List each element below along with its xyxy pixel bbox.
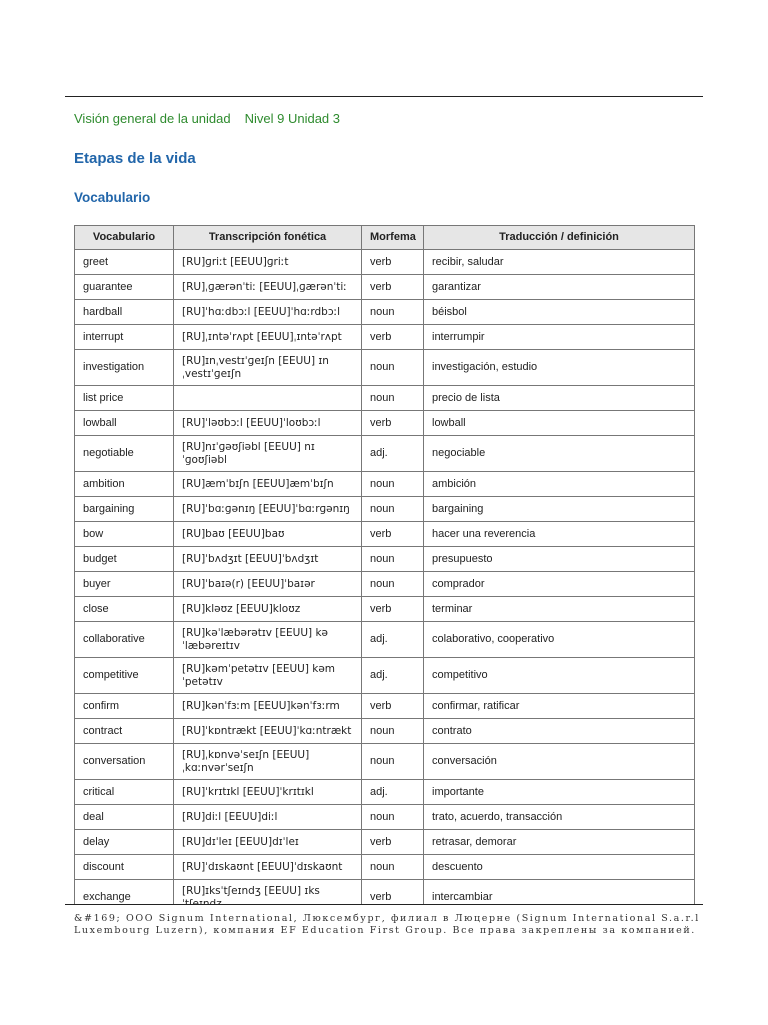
column-header-phonetic: Transcripción fonética <box>174 226 362 250</box>
translation-cell: confirmar, ratificar <box>424 694 695 719</box>
vocab-word-cell: hardball <box>75 300 174 325</box>
morpheme-cell: noun <box>362 472 424 497</box>
translation-cell: trato, acuerdo, transacción <box>424 805 695 830</box>
top-divider <box>65 96 703 97</box>
morpheme-cell: adj. <box>362 436 424 472</box>
table-row <box>75 350 695 386</box>
table-row <box>75 597 695 622</box>
phonetic-cell <box>174 386 362 411</box>
vocab-word-cell: contract <box>75 719 174 744</box>
morpheme-cell: noun <box>362 547 424 572</box>
table-body <box>75 250 695 941</box>
morpheme-cell: verb <box>362 694 424 719</box>
table-row <box>75 694 695 719</box>
translation-cell: descuento <box>424 855 695 880</box>
level-unit-label: Nivel 9 Unidad 3 <box>244 111 340 126</box>
translation-cell: garantizar <box>424 275 695 300</box>
vocab-word-cell: critical <box>75 780 174 805</box>
translation-cell: terminar <box>424 597 695 622</box>
vocab-word-cell: list price <box>75 386 174 411</box>
column-header-morpheme: Morfema <box>362 226 424 250</box>
morpheme-cell: verb <box>362 325 424 350</box>
vocab-word-cell: conversation <box>75 744 174 780</box>
table-row <box>75 719 695 744</box>
column-header-vocabulary: Vocabulario <box>75 226 174 250</box>
table-row <box>75 622 695 658</box>
phonetic-cell: [RU]ɪnˌvestɪˈɡeɪʃn [EEUU] ɪnˌvestɪˈɡeɪʃn <box>174 350 362 386</box>
vocab-word-cell: exchange <box>75 880 174 916</box>
table-row <box>75 275 695 300</box>
phonetic-cell: [RU]ˌɡærənˈtiː [EEUU]ˌɡærənˈtiː <box>174 275 362 300</box>
translation-cell: presupuesto <box>424 547 695 572</box>
morpheme-cell: noun <box>362 386 424 411</box>
copyright-footer <box>65 904 703 1025</box>
morpheme-cell: noun <box>362 572 424 597</box>
table-row <box>75 805 695 830</box>
overview-label: Visión general de la unidad <box>74 111 231 126</box>
table-row <box>75 411 695 436</box>
unit-title: Etapas de la vida <box>74 150 196 167</box>
phonetic-cell: [RU]ˈləʊbɔːl [EEUU]ˈloʊbɔːl <box>174 411 362 436</box>
morpheme-cell: verb <box>362 411 424 436</box>
vocab-word-cell: bow <box>75 522 174 547</box>
phonetic-cell: [RU]ˌkɒnvəˈseɪʃn [EEUU] ˌkɑːnvərˈseɪʃn <box>174 744 362 780</box>
morpheme-cell: adj. <box>362 658 424 694</box>
morpheme-cell: verb <box>362 250 424 275</box>
translation-cell: comprador <box>424 572 695 597</box>
phonetic-cell: [RU]æmˈbɪʃn [EEUU]æmˈbɪʃn <box>174 472 362 497</box>
vocab-word-cell: negotiable <box>75 436 174 472</box>
table-row <box>75 547 695 572</box>
phonetic-cell: [RU]ˈbɑːɡənɪŋ [EEUU]ˈbɑːrɡənɪŋ <box>174 497 362 522</box>
table-row <box>75 572 695 597</box>
translation-cell: colaborativo, cooperativo <box>424 622 695 658</box>
translation-cell: ambición <box>424 472 695 497</box>
translation-cell: béisbol <box>424 300 695 325</box>
phonetic-cell: [RU]baʊ [EEUU]baʊ <box>174 522 362 547</box>
table-row <box>75 250 695 275</box>
column-header-translation: Traducción / definición <box>424 226 695 250</box>
table-row <box>75 436 695 472</box>
phonetic-cell: [RU]ˌɪntəˈrʌpt [EEUU]ˌɪntəˈrʌpt <box>174 325 362 350</box>
translation-cell: negociable <box>424 436 695 472</box>
table-row <box>75 300 695 325</box>
morpheme-cell: noun <box>362 719 424 744</box>
table-row <box>75 855 695 880</box>
morpheme-cell: verb <box>362 597 424 622</box>
table-row <box>75 386 695 411</box>
table-row <box>75 658 695 694</box>
morpheme-cell: adj. <box>362 622 424 658</box>
morpheme-cell: noun <box>362 300 424 325</box>
morpheme-cell: verb <box>362 830 424 855</box>
phonetic-cell: [RU]ˈhɑːdbɔːl [EEUU]ˈhɑːrdbɔːl <box>174 300 362 325</box>
table-row <box>75 780 695 805</box>
translation-cell: conversación <box>424 744 695 780</box>
morpheme-cell: verb <box>362 880 424 916</box>
morpheme-cell: noun <box>362 855 424 880</box>
phonetic-cell: [RU]ˈkrɪtɪkl [EEUU]ˈkrɪtɪkl <box>174 780 362 805</box>
phonetic-cell: [RU]ˈbʌdʒɪt [EEUU]ˈbʌdʒɪt <box>174 547 362 572</box>
phonetic-cell: [RU]ˈbaɪə(r) [EEUU]ˈbaɪər <box>174 572 362 597</box>
phonetic-cell: [RU]ˈdɪskaʊnt [EEUU]ˈdɪskaʊnt <box>174 855 362 880</box>
vocab-word-cell: lowball <box>75 411 174 436</box>
translation-cell: interrumpir <box>424 325 695 350</box>
phonetic-cell: [RU]kənˈfɜːm [EEUU]kənˈfɜːrm <box>174 694 362 719</box>
vocab-word-cell: investigation <box>75 350 174 386</box>
section-title: Vocabulario <box>74 190 151 205</box>
morpheme-cell: verb <box>362 275 424 300</box>
vocab-word-cell: interrupt <box>75 325 174 350</box>
translation-cell: recibir, saludar <box>424 250 695 275</box>
table-header-row <box>75 226 695 250</box>
phonetic-cell: [RU]ɡriːt [EEUU]ɡriːt <box>174 250 362 275</box>
table-row <box>75 744 695 780</box>
translation-cell: lowball <box>424 411 695 436</box>
translation-cell: investigación, estudio <box>424 350 695 386</box>
phonetic-cell: [RU]kəˈlæbərətɪv [EEUU] kəˈlæbəreɪtɪv <box>174 622 362 658</box>
phonetic-cell: [RU]ɪksˈtʃeɪndʒ [EEUU] ɪks <box>174 880 362 916</box>
phonetic-cell: [RU]kəmˈpetətɪv [EEUU] kəmˈpetətɪv <box>174 658 362 694</box>
vocab-word-cell: competitive <box>75 658 174 694</box>
table-row <box>75 522 695 547</box>
translation-cell: hacer una reverencia <box>424 522 695 547</box>
morpheme-cell: noun <box>362 350 424 386</box>
morpheme-cell: adj. <box>362 780 424 805</box>
translation-cell: intercambiar <box>424 880 695 916</box>
table-row <box>75 472 695 497</box>
vocab-word-cell: greet <box>75 250 174 275</box>
translation-cell: importante <box>424 780 695 805</box>
vocab-word-cell: buyer <box>75 572 174 597</box>
phonetic-cell: [RU]ˈkɒntrækt [EEUU]ˈkɑːntrækt <box>174 719 362 744</box>
morpheme-cell: noun <box>362 805 424 830</box>
vocab-word-cell: guarantee <box>75 275 174 300</box>
vocab-word-cell: collaborative <box>75 622 174 658</box>
phonetic-cell: [RU]dɪˈleɪ [EEUU]dɪˈleɪ <box>174 830 362 855</box>
morpheme-cell: noun <box>362 744 424 780</box>
vocab-word-cell: confirm <box>75 694 174 719</box>
phonetic-cell: [RU]nɪˈɡəʊʃiəbl [EEUU] nɪˈɡoʊʃiəbl <box>174 436 362 472</box>
copyright-text: &#169; ООО Signum International, Люксембург, филиал в Люцерне (Signum International S.a.r.l Luxembourg Luzern), компания EF Education First Group. Все права закреплены за компанией. <box>74 913 700 936</box>
translation-cell: competitivo <box>424 658 695 694</box>
translation-cell: bargaining <box>424 497 695 522</box>
vocab-word-cell: close <box>75 597 174 622</box>
phonetic-cell: [RU]diːl [EEUU]diːl <box>174 805 362 830</box>
translation-cell: contrato <box>424 719 695 744</box>
morpheme-cell: verb <box>362 522 424 547</box>
translation-cell: retrasar, demorar <box>424 830 695 855</box>
translation-cell: precio de lista <box>424 386 695 411</box>
vocabulary-table <box>74 225 695 941</box>
vocab-word-cell: ambition <box>75 472 174 497</box>
morpheme-cell: noun <box>362 497 424 522</box>
vocab-word-cell: bargaining <box>75 497 174 522</box>
table-row <box>75 325 695 350</box>
vocab-word-cell: deal <box>75 805 174 830</box>
breadcrumb <box>74 111 340 126</box>
table-row <box>75 830 695 855</box>
vocab-word-cell: delay <box>75 830 174 855</box>
table-row <box>75 497 695 522</box>
vocab-word-cell: budget <box>75 547 174 572</box>
vocab-word-cell: discount <box>75 855 174 880</box>
phonetic-cell: [RU]kləʊz [EEUU]kloʊz <box>174 597 362 622</box>
